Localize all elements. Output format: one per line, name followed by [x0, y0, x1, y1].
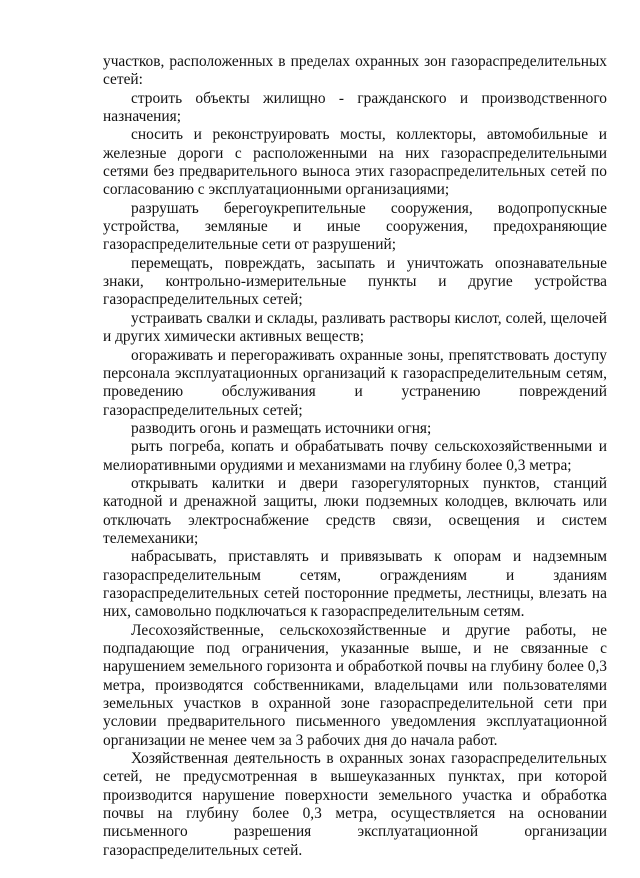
- paragraph-build-objects: строить объекты жилищно - гражданского и производственного назначения;: [103, 89, 607, 126]
- paragraph-forestry-works: Лесохозяйственные, сельскохозяйственные и другие работы, не подпадающие под ограничения, указанные выше, и не связанные с нарушением земельного горизонта и обработкой почвы на глубину более 0,3 метра, производятся собственниками, владельцами или пользователями земельных участков в охранной зоне газораспределительной сети при условии предварительного письменного уведомления эксплуатационной организации не менее чем за 3 рабочих дня до начала работ.: [103, 621, 607, 749]
- paragraph-dig-soil: рыть погреба, копать и обрабатывать почву сельскохозяйственными и мелиоративными орудиями и механизмами на глубину более 0,3 метра;: [103, 438, 607, 474]
- paragraph-move-signs: перемещать, повреждать, засыпать и уничтожать опознавательные знаки, контрольно-измерительные пункты и другие устройства газораспределительных сетей;: [103, 254, 607, 309]
- paragraph-economic-activity: Хозяйственная деятельность в охранных зонах газораспределительных сетей, не предусмотренная в вышеуказанных пунктах, при которой производится нарушение поверхности земельного участка и обработка почвы на глубину более 0,3 метра, осуществляется на основании письменного разрешения эксплуатационной организации газораспределительных сетей.: [103, 750, 607, 859]
- paragraph-demolish-bridges: сносить и реконструировать мосты, коллекторы, автомобильные и железные дороги с расположенными на них газораспределительными сетями без предварительного выноса этих газораспределительных сетей по согласованию с эксплуатационными организациями;: [103, 126, 607, 199]
- document-body: [103, 53, 607, 860]
- paragraph-open-doors: открывать калитки и двери газорегуляторных пунктов, станций катодной и дренажной защиты, люки подземных колодцев, включать или отключать электроснабжение средств связи, освещения и систем телемеханики;: [103, 474, 607, 547]
- paragraph-fire-sources: разводить огонь и размещать источники огня;: [131, 419, 432, 437]
- paragraph-destroy-structures: разрушать берегоукрепительные сооружения, водопропускные устройства, земляные и иные сооружения, предохраняющие газораспределительные сети от разрушений;: [103, 199, 607, 254]
- paragraph-dumps-chemicals: устраивать свалки и склады, разливать растворы кислот, солей, щелочей и других химически активных веществ;: [103, 309, 607, 346]
- paragraph-fence-zones: огораживать и перегораживать охранные зоны, препятствовать доступу персонала эксплуатационных организаций к газораспределительным сетям, проведению обслуживания и устранению повреждений газораспределительных сетей;: [103, 346, 607, 419]
- paragraph-attach-objects: набрасывать, приставлять и привязывать к опорам и надземным газораспределительным сетям, ограждениям и зданиям газораспределительных сетей посторонние предметы, лестницы, влезать на них, самовольно подключаться к газораспределительным сетям.: [103, 548, 607, 621]
- paragraph-zones-continuation: участков, расположенных в пределах охранных зон газораспределительных сетей:: [103, 53, 607, 89]
